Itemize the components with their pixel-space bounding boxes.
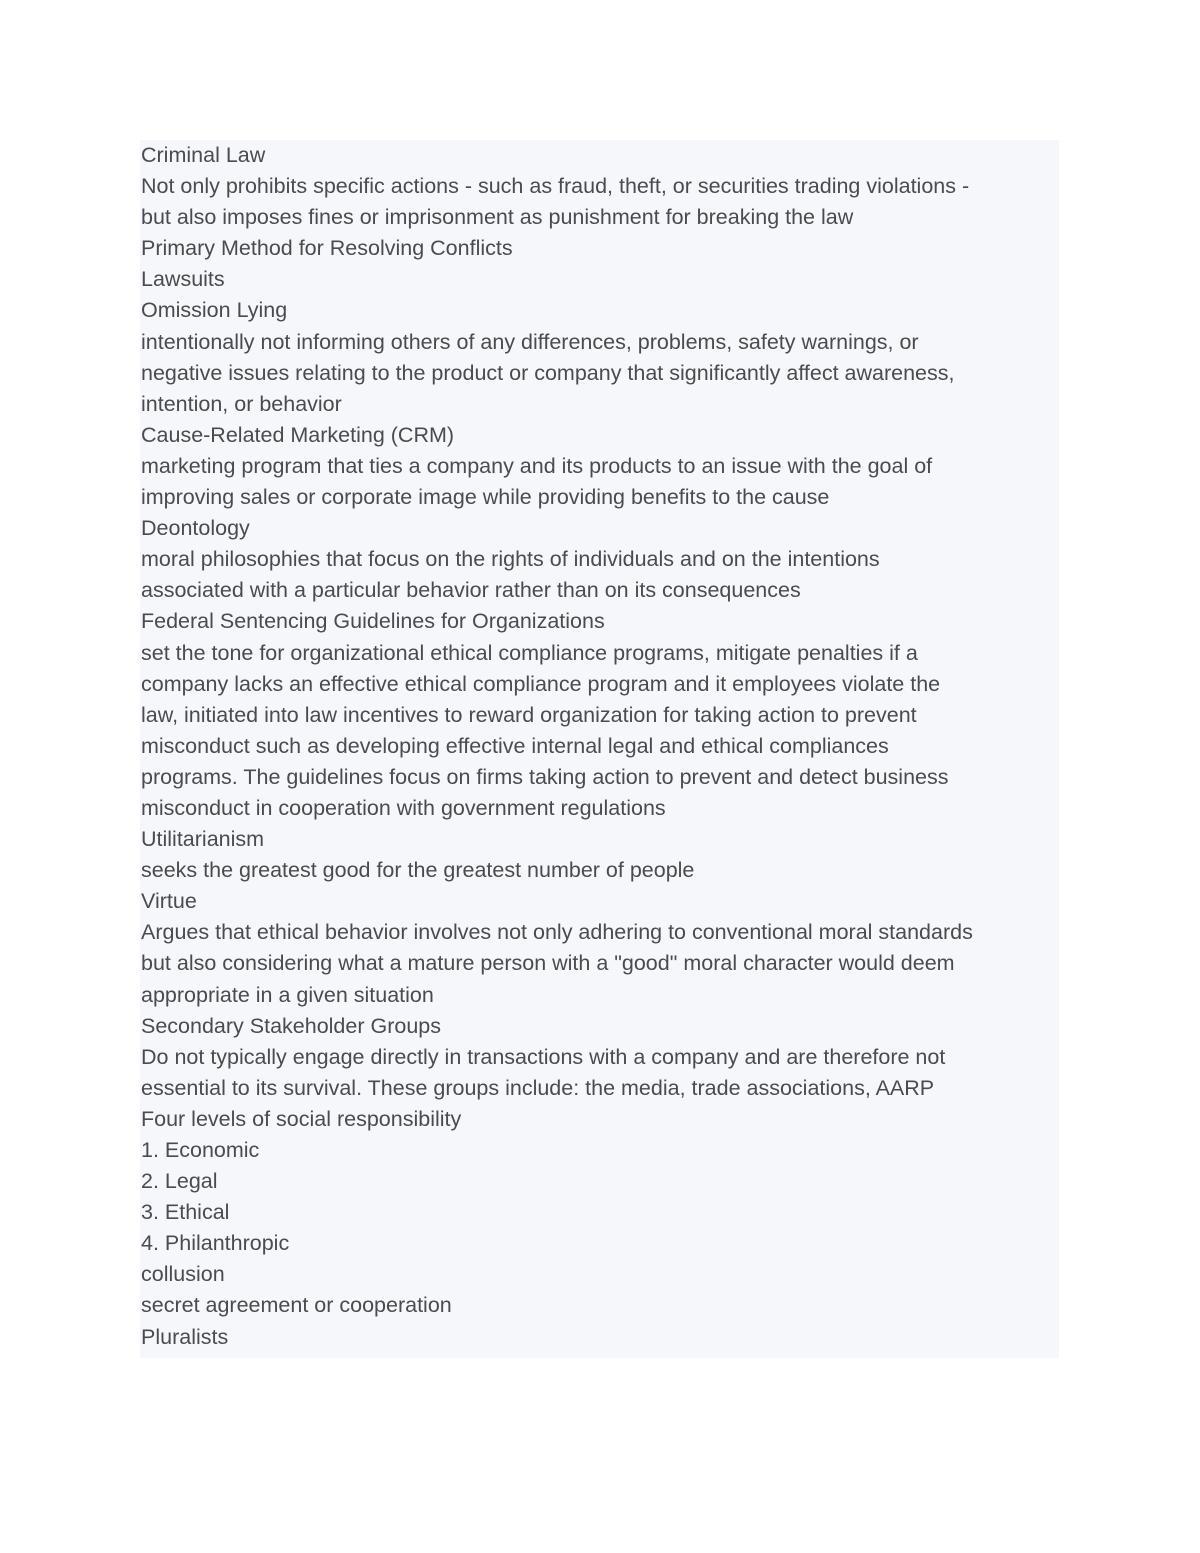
text-line: Federal Sentencing Guidelines for Organizations	[141, 609, 605, 634]
text-line: 4. Philanthropic	[141, 1231, 290, 1256]
text-line: 1. Economic	[141, 1138, 260, 1162]
text-line: intentionally not informing others of any differences, problems, safety warnings, or	[141, 329, 919, 354]
text-line: Lawsuits	[141, 267, 225, 292]
text-line: Cause-Related Marketing (CRM)	[141, 422, 455, 447]
text-line: negative issues relating to the product or company that significantly affect awareness,	[141, 360, 955, 385]
text-line: improving sales or corporate image while providing benefits to the cause	[141, 485, 830, 510]
text-line: Deontology	[141, 516, 250, 541]
text-line: Secondary Stakeholder Groups	[141, 1013, 441, 1038]
text-line: Primary Method for Resolving Conflicts	[141, 236, 513, 261]
text-line: but also imposes fines or imprisonment as punishment for breaking the law	[141, 205, 854, 230]
text-line: law, initiated into law incentives to reward organization for taking action to prevent	[141, 702, 917, 727]
text-line: 2. Legal	[141, 1169, 218, 1194]
text-line: Do not typically engage directly in transactions with a company and are therefore not	[141, 1044, 946, 1069]
text-line: Not only prohibits specific actions - such as fraud, theft, or securities trading violations -	[141, 174, 970, 199]
document-text	[141, 140, 1071, 1353]
text-line: Pluralists	[141, 1324, 229, 1349]
text-line: essential to its survival. These groups include: the media, trade associations, AARP	[141, 1075, 935, 1100]
text-line: Utilitarianism	[141, 827, 265, 852]
text-line: collusion	[141, 1262, 225, 1287]
text-line: intention, or behavior	[141, 391, 342, 416]
text-line: programs. The guidelines focus on firms taking action to prevent and detect business	[141, 764, 949, 789]
text-line: set the tone for organizational ethical compliance programs, mitigate penalties if a	[141, 640, 918, 665]
text-line: appropriate in a given situation	[141, 982, 434, 1007]
text-line: secret agreement or cooperation	[141, 1293, 452, 1318]
text-line: Argues that ethical behavior involves not only adhering to conventional moral standards	[141, 920, 973, 945]
text-line: misconduct such as developing effective internal legal and ethical compliances	[141, 733, 889, 758]
text-line: but also considering what a mature person with a "good" moral character would deem	[141, 951, 955, 976]
text-line: seeks the greatest good for the greatest number of people	[141, 858, 695, 883]
text-line: misconduct in cooperation with government regulations	[141, 795, 666, 820]
text-line: moral philosophies that focus on the rights of individuals and on the intentions	[141, 547, 880, 572]
text-line: Omission Lying	[141, 298, 288, 323]
text-line: marketing program that ties a company and its products to an issue with the goal of	[141, 453, 933, 478]
text-line: Criminal Law	[141, 143, 266, 167]
text-line: associated with a particular behavior rather than on its consequences	[141, 578, 801, 603]
text-line: company lacks an effective ethical compliance program and it employees violate the	[141, 671, 941, 696]
text-line: Four levels of social responsibility	[141, 1106, 462, 1131]
text-line: 3. Ethical	[141, 1200, 230, 1225]
text-line: Virtue	[141, 889, 197, 914]
